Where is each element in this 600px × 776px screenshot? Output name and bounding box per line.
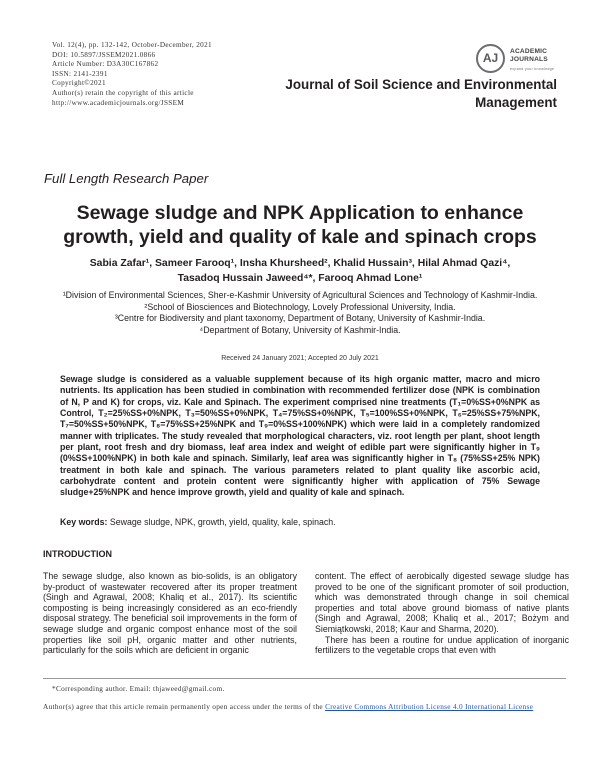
meta-line: Article Number: D3A30C167862 [52,60,159,69]
meta-line: Vol. 12(4), pp. 132-142, October-December, 2021 [52,41,212,49]
corresponding-author: *Corresponding author. Email: thjaweed@gmail.com. [52,684,225,693]
logo-tagline: expand your knowledge [510,67,555,71]
footnote-divider [43,678,566,679]
affiliation: ⁴Department of Botany, University of Kashmir-India. [199,324,401,335]
journal-name: Journal of Soil Science and Environmental Management [285,77,557,110]
article-type: Full Length Research Paper [44,171,209,186]
logo-line2: JOURNALS [510,56,548,63]
meta-line: ISSN: 2141-2391 [52,69,108,78]
meta-line: Copyright©2021 [52,79,106,88]
license-text: Author(s) agree that this article remain permanently open access under the terms of the [43,702,326,711]
authors-line: Sabia Zafar¹, Sameer Farooq¹, Insha Khursheed², Khalid Hussain³, Hilal Ahmad Qazi⁴, [89,258,511,269]
academic-journals-logo [476,44,576,80]
section-heading: INTRODUCTION [43,549,112,559]
body-column-right [315,571,569,656]
authors-line: Tasadoq Hussain Jaweed⁴*, Farooq Ahmad Lone¹ [177,272,423,284]
body-column-left [43,571,297,656]
author-list [40,257,560,286]
keywords-label: Key words: [60,517,108,527]
article-metadata [52,41,292,108]
logo-line1: ACADEMIC [510,48,548,55]
paragraph: There has been a routine for undue application of inorganic fertilizers to the vegetable crops that even with [315,634,569,656]
received-dates: Received 24 January 2021; Accepted 20 July 2021 [221,355,379,362]
aj-logo-icon: AJ [476,44,505,73]
paragraph: The sewage sludge, also known as bio-solids, is an obligatory by-product of wastewater recovered after its proper treatment (Singh and Agrawal, 2008; Khaliq et al., 2017). Its scientific composting is being increasingly considered as an eco-friendly disposal strategy. The beneficial soil improvements in the form of sewage sludge and organic compost enhance most of the soil properties like soil pH, organic matter and other nutrients, particularly for the soils which are deficient in organic [43,571,297,656]
license-link[interactable]: Creative Commons Attribution License 4.0 International License [325,702,534,711]
paper-title: Sewage sludge and NPK Application to enhance growth, yield and quality of kale and spinach crops [63,202,537,248]
meta-line: Author(s) retain the copyright of this article [52,88,194,97]
keywords [60,517,540,527]
meta-line: http://www.academicjournals.org/JSSEM [52,98,185,107]
meta-line: DOI: 10.5897/JSSEM2021.0866 [52,50,156,59]
affiliations [40,290,560,336]
license-notice [43,702,563,712]
affiliation: ²School of Biosciences and Biotechnology, Lovely Professional University, India. [144,301,456,312]
paragraph: content. The effect of aerobically digested sewage sludge has proved to be one of the significant promoter of soil production, which was demonstrated through change in soil chemical properties and total above ground biomass of native plants (Singh and Agrawal, 2008; Khaliq et al., 2017; Bożym and Siemiątkowski, 2018; Kaur and Sharma, 2020). [315,571,569,634]
abstract: Sewage sludge is considered as a valuable supplement because of its high organic matter, macro and micro nutrients. Its application has been studied in combination with recommended fertilizer dose (NPK is combination of N, P and K) for crops, viz. Kale and Spinach. The experiment comprised nine treatments (T₁=0%SS+0%NPK as Control, T₂=25%SS+0%NPK, T₃=50%SS+0%NPK, T₄=75%SS+0%NPK, T₅=100%SS+0%NPK, T₆=25%SS+75%NPK, T₇=50%SS+50%NPK, T₈=75%SS+25%NPK and T₉=0%SS+100%NPK) which were laid in a completely randomized manner with triplicates. The study revealed that morphological characters, viz. root length per plant, shoot length per plant, root fresh and dry biomass, leaf area index and weight of edible part were significantly higher in T₉ (0%SS+100%NPK) in both kale and spinach. Similarly, leaf area was significantly higher in T₈ (75%SS+25% NPK) treatment in both kale and spinach. The various parameters related to plant quality like ascorbic acid, carbohydrate content and protein content were significantly higher with application of 75% Sewage sludge+25%NPK and hence improve growth, yield and quality of kale and spinach. [60,374,540,498]
affiliation: ³Centre for Biodiversity and plant taxonomy, Department of Botany, University of Kashmir-India. [114,313,486,323]
keywords-text: Sewage sludge, NPK, growth, yield, quality, kale, spinach. [107,517,336,527]
affiliation: ¹Division of Environmental Sciences, Sher-e-Kashmir University of Agricultural Sciences and Technology of Kashmir-India. [62,290,538,300]
